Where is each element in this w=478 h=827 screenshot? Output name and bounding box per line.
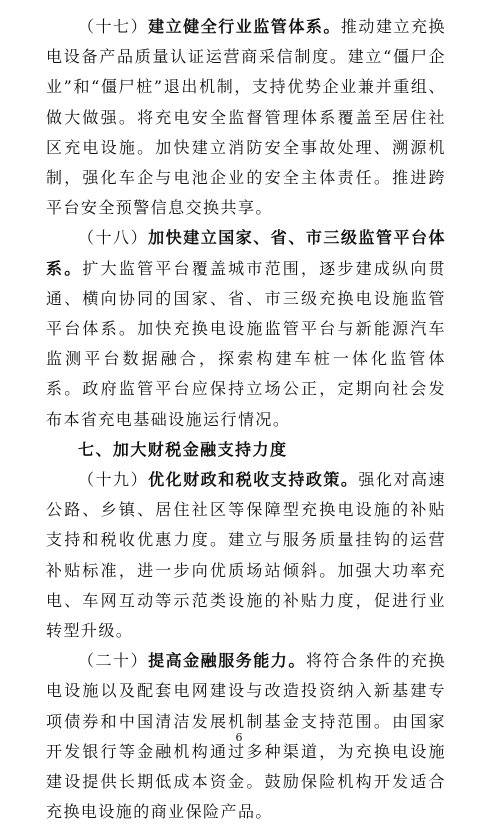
- paragraph-20-text: 将符合条件的充换电设施以及配套电网建设与改造投资纳入新基建专项债券和中国清洁发展机制基金支持范围。由国家开发银行等金融机构通过多种渠道，为充换电设施建设提供长期低成本资金。鼓励保险机构开发适合充换电设施的商业保险产品。: [46, 651, 446, 822]
- paragraph-20-lead: （二十）: [78, 651, 149, 671]
- paragraph-18-text: 扩大监管平台覆盖城市范围，逐步建成纵向贯通、横向协同的国家、省、市三级充换电设施监管平台体系。加快充换电设施监管平台与新能源汽车监测平台数据融合，探索构建车桩一体化监管体系。政府监管平台应保持立场公正，定期向社会发布本省充电基础设施运行情况。: [46, 258, 446, 429]
- paragraph-17: [46, 12, 446, 223]
- paragraph-18: [46, 223, 446, 434]
- paragraph-19: [46, 465, 446, 646]
- paragraph-17-emphasis: 建立健全行业监管体系。: [148, 17, 341, 36]
- page-number: 6: [235, 731, 243, 744]
- paragraph-18-lead: （十八）: [78, 228, 149, 248]
- paragraph-19-emphasis: 优化财政和税收支持政策。: [148, 470, 359, 490]
- section-heading: 七、加大财税金融支持力度: [78, 439, 288, 459]
- paragraph-17-text: 推动建立充换电设备产品质量认证运营商采信制度。建立“僵尸企业”和“僵尸桩”退出机制，支持优势企业兼并重组、做大做强。将充电安全监督管理体系覆盖至居住社区充电设施。加快建立消防安全事故处理、溯源机制，强化车企与电池企业的安全主体责任。推进跨平台安全预警信息交换共享。: [46, 17, 446, 218]
- document-body: [46, 12, 446, 827]
- paragraph-17-lead: （十七）: [78, 17, 149, 36]
- paragraph-20-emphasis: 提高金融服务能力。: [148, 651, 306, 671]
- paragraph-19-text: 强化对高速公路、乡镇、居住社区等保障型充换电设施的补贴支持和税收优惠力度。建立与服务质量挂钩的运营补贴标准，进一步向优质场站倾斜。加强大功率充电、车网互动等示范类设施的补贴力度，促进行业转型升级。: [46, 470, 446, 641]
- paragraph-19-lead: （十九）: [78, 470, 149, 490]
- paragraph-18-emphasis: 加快建立国家、省、市三级监管平台体系。: [46, 228, 446, 278]
